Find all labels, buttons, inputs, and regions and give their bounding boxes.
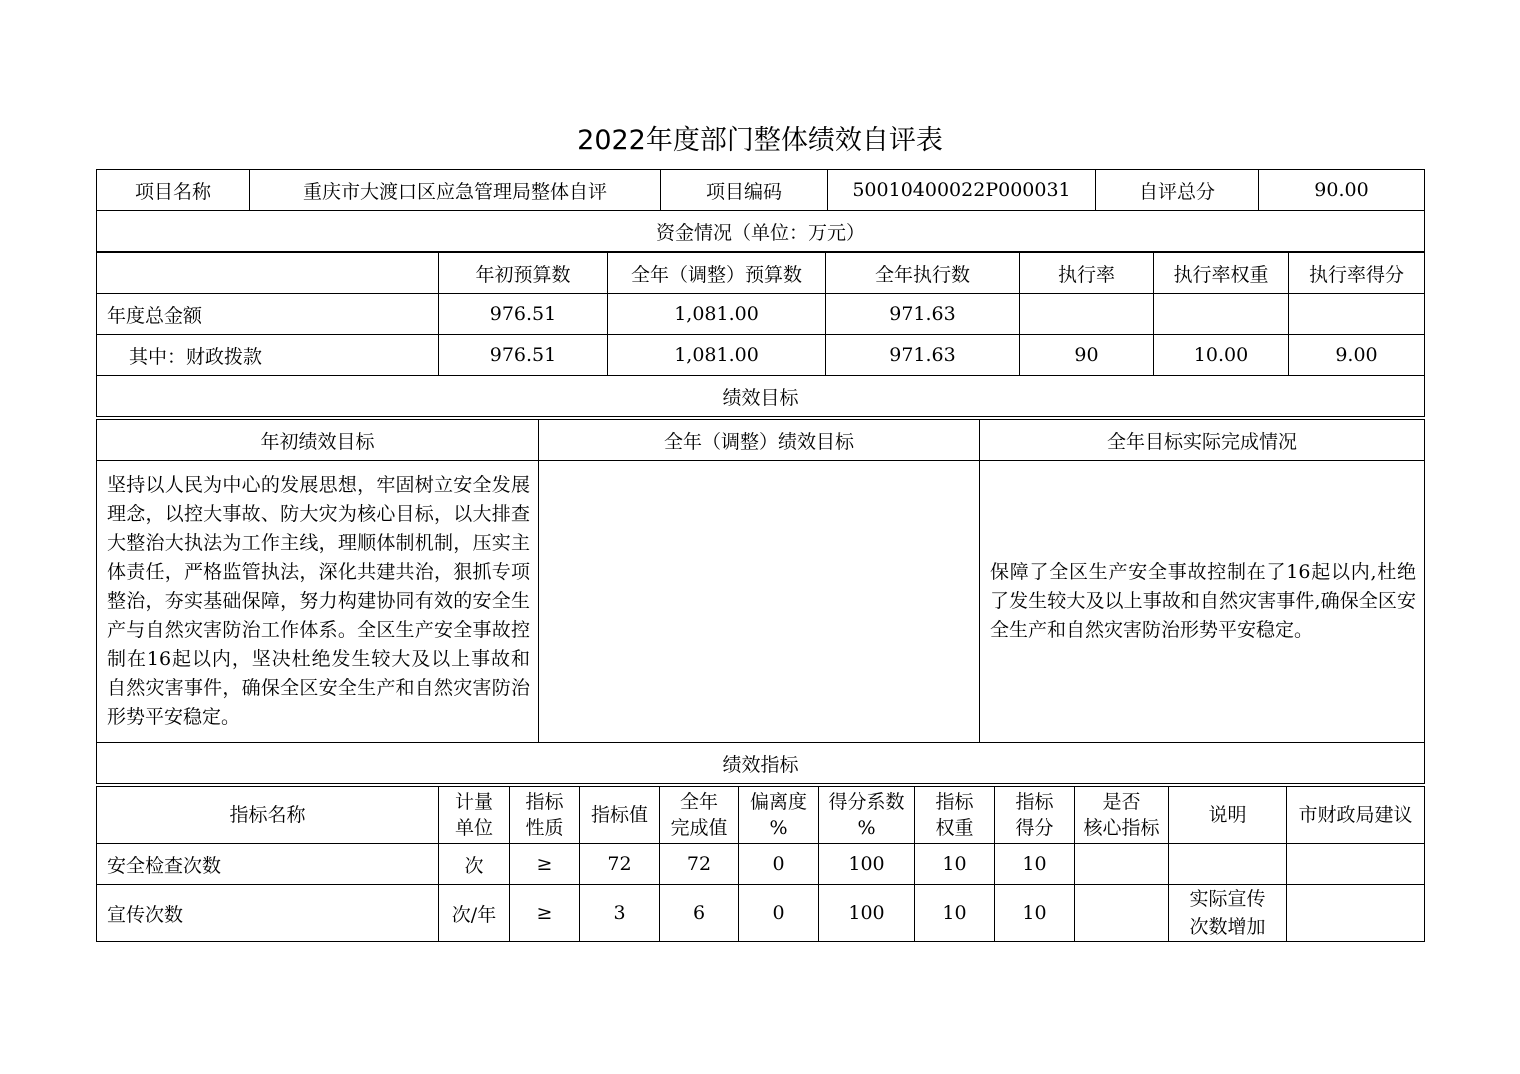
total-score-value: 90.00: [1259, 170, 1425, 211]
ind-advice: [1287, 844, 1425, 885]
funds-table: [96, 252, 1425, 417]
goals-table: [96, 419, 1425, 784]
goals-section-title: 绩效目标: [97, 376, 1425, 417]
ind-nature: ≥: [510, 844, 580, 885]
ind-col-name: 指标名称: [97, 787, 439, 844]
ind-core: [1075, 844, 1169, 885]
funds-col-initial: 年初预算数: [439, 253, 608, 294]
ind-score: 10: [995, 885, 1075, 942]
ind-col-weight: 指标 权重: [915, 787, 995, 844]
indicators-header-row: [97, 787, 1425, 844]
funds-section-row: [97, 211, 1425, 252]
funds-adjusted: 1,081.00: [608, 294, 826, 335]
total-score-label: 自评总分: [1096, 170, 1259, 211]
funds-rate: [1020, 294, 1154, 335]
project-name-value: 重庆市大渡口区应急管理局整体自评: [250, 170, 661, 211]
ind-col-deviation: 偏离度 %: [739, 787, 819, 844]
goals-col-actual: 全年目标实际完成情况: [980, 420, 1425, 461]
table-row: [97, 844, 1425, 885]
goals-col-initial: 年初绩效目标: [97, 420, 539, 461]
ind-deviation: 0: [739, 844, 819, 885]
goals-body-row: [97, 461, 1425, 743]
project-name-label: 项目名称: [97, 170, 250, 211]
table-row: [97, 885, 1425, 942]
funds-rate: 90: [1020, 335, 1154, 376]
ind-col-nature: 指标 性质: [510, 787, 580, 844]
ind-weight: 10: [915, 844, 995, 885]
funds-col-rate: 执行率: [1020, 253, 1154, 294]
ind-weight: 10: [915, 885, 995, 942]
ind-unit: 次: [439, 844, 510, 885]
ind-done: 72: [660, 844, 739, 885]
ind-deviation: 0: [739, 885, 819, 942]
ind-col-score: 指标 得分: [995, 787, 1075, 844]
funds-col-executed: 全年执行数: [826, 253, 1020, 294]
ind-col-advice: 市财政局建议: [1287, 787, 1425, 844]
ind-note: 实际宣传 次数增加: [1169, 885, 1287, 942]
funds-weight: 10.00: [1154, 335, 1289, 376]
indicators-section-row: [97, 743, 1425, 784]
ind-coef: 100: [819, 885, 915, 942]
ind-col-target: 指标值: [580, 787, 660, 844]
ind-advice: [1287, 885, 1425, 942]
project-code-value: 50010400022P000031: [828, 170, 1096, 211]
header-table: [96, 169, 1425, 252]
ind-target: 3: [580, 885, 660, 942]
ind-col-unit: 计量 单位: [439, 787, 510, 844]
funds-executed: 971.63: [826, 294, 1020, 335]
project-code-label: 项目编码: [661, 170, 828, 211]
ind-col-core: 是否 核心指标: [1075, 787, 1169, 844]
ind-col-coef: 得分系数 %: [819, 787, 915, 844]
page-title: 2022年度部门整体绩效自评表: [577, 125, 943, 156]
funds-score: 9.00: [1289, 335, 1425, 376]
ind-unit: 次/年: [439, 885, 510, 942]
ind-done: 6: [660, 885, 739, 942]
funds-weight: [1154, 294, 1289, 335]
ind-target: 72: [580, 844, 660, 885]
funds-col-adjusted: 全年（调整）预算数: [608, 253, 826, 294]
ind-name: 安全检查次数: [97, 844, 439, 885]
goals-section-row: [97, 376, 1425, 417]
funds-score: [1289, 294, 1425, 335]
ind-col-done: 全年 完成值: [660, 787, 739, 844]
funds-adjusted: 1,081.00: [608, 335, 826, 376]
indicators-section-title: 绩效指标: [97, 743, 1425, 784]
ind-coef: 100: [819, 844, 915, 885]
ind-core: [1075, 885, 1169, 942]
funds-header-row: [97, 253, 1425, 294]
ind-note: [1169, 844, 1287, 885]
ind-col-note: 说明: [1169, 787, 1287, 844]
goals-header-row: [97, 420, 1425, 461]
funds-row-total: [97, 294, 1425, 335]
funds-section-title: 资金情况（单位：万元）: [97, 211, 1425, 252]
funds-initial: 976.51: [439, 294, 608, 335]
funds-row-fiscal: [97, 335, 1425, 376]
indicators-table: [96, 786, 1425, 942]
goals-adjusted-text: [539, 461, 980, 743]
goals-col-adjusted: 全年（调整）绩效目标: [539, 420, 980, 461]
ind-nature: ≥: [510, 885, 580, 942]
ind-name: 宣传次数: [97, 885, 439, 942]
funds-header-blank: [97, 253, 439, 294]
funds-row-label: 其中：财政拨款: [97, 335, 439, 376]
goals-initial-text: 坚持以人民为中心的发展思想，牢固树立安全发展理念，以控大事故、防大灾为核心目标，以大排查大整治大执法为工作主线，理顺体制机制，压实主体责任，严格监管执法，深化共建共治，狠抓专项整治，夯实基础保障，努力构建协同有效的安全生产与自然灾害防治工作体系。全区生产安全事故控制在16起以内，坚决杜绝发生较大及以上事故和自然灾害事件，确保全区安全生产和自然灾害防治形势平安稳定。: [97, 461, 539, 743]
funds-initial: 976.51: [439, 335, 608, 376]
funds-col-score: 执行率得分: [1289, 253, 1425, 294]
funds-executed: 971.63: [826, 335, 1020, 376]
goals-actual-text: 保障了全区生产安全事故控制在了16起以内,杜绝了发生较大及以上事故和自然灾害事件,确保全区安全生产和自然灾害防治形势平安稳定。: [980, 461, 1425, 743]
ind-score: 10: [995, 844, 1075, 885]
funds-col-weight: 执行率权重: [1154, 253, 1289, 294]
header-row: [97, 170, 1425, 211]
funds-row-label: 年度总金额: [97, 294, 439, 335]
